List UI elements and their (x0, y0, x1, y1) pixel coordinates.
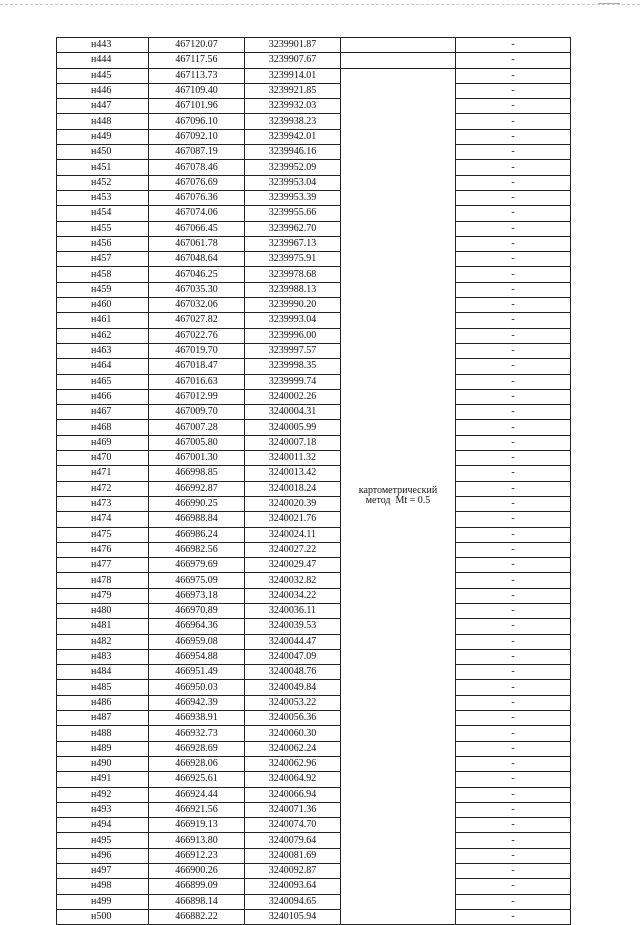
error-cell: - (456, 343, 571, 358)
table-row (57, 772, 571, 787)
x-coordinate-cell: 467019.70 (149, 343, 245, 358)
table-row (57, 282, 571, 297)
point-name-cell: н453 (57, 190, 149, 205)
point-name-cell: н480 (57, 603, 149, 618)
point-name-cell: н445 (57, 68, 149, 83)
point-name-cell: н483 (57, 649, 149, 664)
point-name-cell: н474 (57, 512, 149, 527)
error-cell: - (456, 512, 571, 527)
error-cell: - (456, 68, 571, 83)
table-row (57, 726, 571, 741)
table-row (57, 481, 571, 496)
y-coordinate-cell: 3239997.57 (245, 343, 341, 358)
error-cell: - (456, 741, 571, 756)
table-row (57, 38, 571, 53)
point-name-cell: н490 (57, 756, 149, 771)
table-row (57, 512, 571, 527)
point-name-cell: н444 (57, 53, 149, 68)
error-cell: - (456, 496, 571, 511)
error-cell: - (456, 619, 571, 634)
x-coordinate-cell: 466975.09 (149, 573, 245, 588)
x-coordinate-cell: 467016.63 (149, 374, 245, 389)
error-cell: - (456, 267, 571, 282)
error-cell: - (456, 328, 571, 343)
margin-mark (598, 3, 620, 4)
point-name-cell: н494 (57, 818, 149, 833)
y-coordinate-cell: 3240066.94 (245, 787, 341, 802)
y-coordinate-cell: 3240002.26 (245, 389, 341, 404)
y-coordinate-cell: 3240060.30 (245, 726, 341, 741)
x-coordinate-cell: 467001.30 (149, 451, 245, 466)
error-cell: - (456, 160, 571, 175)
x-coordinate-cell: 466954.88 (149, 649, 245, 664)
x-coordinate-cell: 467035.30 (149, 282, 245, 297)
table-row (57, 711, 571, 726)
point-name-cell: н497 (57, 864, 149, 879)
point-name-cell: н485 (57, 680, 149, 695)
method-line-1: картометрический (358, 485, 438, 497)
x-coordinate-cell: 466998.85 (149, 466, 245, 481)
x-coordinate-cell: 466986.24 (149, 527, 245, 542)
y-coordinate-cell: 3239942.01 (245, 129, 341, 144)
error-cell: - (456, 389, 571, 404)
y-coordinate-cell: 3240024.11 (245, 527, 341, 542)
point-name-cell: н449 (57, 129, 149, 144)
table-row (57, 313, 571, 328)
y-coordinate-cell: 3239996.00 (245, 328, 341, 343)
error-cell: - (456, 252, 571, 267)
error-cell: - (456, 221, 571, 236)
y-coordinate-cell: 3240094.65 (245, 894, 341, 909)
point-name-cell: н457 (57, 252, 149, 267)
point-name-cell: н460 (57, 298, 149, 313)
table-row (57, 558, 571, 573)
point-name-cell: н475 (57, 527, 149, 542)
point-name-cell: н470 (57, 451, 149, 466)
table-row (57, 206, 571, 221)
error-cell: - (456, 558, 571, 573)
point-name-cell: н450 (57, 145, 149, 160)
table-row (57, 420, 571, 435)
y-coordinate-cell: 3240032.82 (245, 573, 341, 588)
error-cell: - (456, 129, 571, 144)
y-coordinate-cell: 3240034.22 (245, 588, 341, 603)
error-cell: - (456, 787, 571, 802)
table-row (57, 542, 571, 557)
y-coordinate-cell: 3240005.99 (245, 420, 341, 435)
y-coordinate-cell: 3240062.96 (245, 756, 341, 771)
x-coordinate-cell: 466924.44 (149, 787, 245, 802)
table-row (57, 343, 571, 358)
x-coordinate-cell: 466970.89 (149, 603, 245, 618)
error-cell: - (456, 573, 571, 588)
x-coordinate-cell: 466959.08 (149, 634, 245, 649)
y-coordinate-cell: 3239914.01 (245, 68, 341, 83)
y-coordinate-cell: 3239952.09 (245, 160, 341, 175)
point-name-cell: н443 (57, 38, 149, 53)
table-row (57, 190, 571, 205)
error-cell: - (456, 374, 571, 389)
table-row (57, 787, 571, 802)
x-coordinate-cell: 467120.07 (149, 38, 245, 53)
x-coordinate-cell: 466992.87 (149, 481, 245, 496)
point-name-cell: н500 (57, 909, 149, 924)
error-cell: - (456, 680, 571, 695)
table-row (57, 741, 571, 756)
error-cell: - (456, 175, 571, 190)
table-row (57, 588, 571, 603)
y-coordinate-cell: 3240021.76 (245, 512, 341, 527)
x-coordinate-cell: 467061.78 (149, 236, 245, 251)
table-row (57, 833, 571, 848)
point-name-cell: н451 (57, 160, 149, 175)
point-name-cell: н479 (57, 588, 149, 603)
table-row (57, 879, 571, 894)
point-name-cell: н491 (57, 772, 149, 787)
error-cell: - (456, 206, 571, 221)
x-coordinate-cell: 467048.64 (149, 252, 245, 267)
method-cell (341, 68, 456, 925)
table-row (57, 466, 571, 481)
y-coordinate-cell: 3239921.85 (245, 83, 341, 98)
y-coordinate-cell: 3240062.24 (245, 741, 341, 756)
y-coordinate-cell: 3240027.22 (245, 542, 341, 557)
error-cell: - (456, 726, 571, 741)
point-name-cell: н465 (57, 374, 149, 389)
point-name-cell: н469 (57, 435, 149, 450)
y-coordinate-cell: 3240105.94 (245, 909, 341, 924)
table-row (57, 99, 571, 114)
error-cell: - (456, 711, 571, 726)
y-coordinate-cell: 3239938.23 (245, 114, 341, 129)
x-coordinate-cell: 467092.10 (149, 129, 245, 144)
table-row (57, 359, 571, 374)
point-name-cell: н482 (57, 634, 149, 649)
error-cell: - (456, 588, 571, 603)
error-cell: - (456, 99, 571, 114)
point-name-cell: н447 (57, 99, 149, 114)
x-coordinate-cell: 466932.73 (149, 726, 245, 741)
table-row (57, 53, 571, 68)
y-coordinate-cell: 3239946.16 (245, 145, 341, 160)
coordinates-table (56, 37, 571, 925)
x-coordinate-cell: 466979.69 (149, 558, 245, 573)
y-coordinate-cell: 3240004.31 (245, 405, 341, 420)
error-cell: - (456, 435, 571, 450)
y-coordinate-cell: 3240049.84 (245, 680, 341, 695)
table-row (57, 298, 571, 313)
x-coordinate-cell: 467027.82 (149, 313, 245, 328)
method-cell-empty (341, 38, 456, 53)
y-coordinate-cell: 3240044.47 (245, 634, 341, 649)
y-coordinate-cell: 3239999.74 (245, 374, 341, 389)
point-name-cell: н467 (57, 405, 149, 420)
y-coordinate-cell: 3239953.04 (245, 175, 341, 190)
y-coordinate-cell: 3240079.64 (245, 833, 341, 848)
table-row (57, 236, 571, 251)
y-coordinate-cell: 3239998.35 (245, 359, 341, 374)
point-name-cell: н487 (57, 711, 149, 726)
y-coordinate-cell: 3240020.39 (245, 496, 341, 511)
y-coordinate-cell: 3240071.36 (245, 802, 341, 817)
point-name-cell: н476 (57, 542, 149, 557)
error-cell: - (456, 359, 571, 374)
error-cell: - (456, 879, 571, 894)
x-coordinate-cell: 466912.23 (149, 848, 245, 863)
error-cell: - (456, 114, 571, 129)
point-name-cell: н478 (57, 573, 149, 588)
point-name-cell: н459 (57, 282, 149, 297)
point-name-cell: н481 (57, 619, 149, 634)
table-row (57, 909, 571, 924)
x-coordinate-cell: 466900.26 (149, 864, 245, 879)
x-coordinate-cell: 466882.22 (149, 909, 245, 924)
table-row (57, 527, 571, 542)
error-cell: - (456, 481, 571, 496)
point-name-cell: н496 (57, 848, 149, 863)
x-coordinate-cell: 467009.70 (149, 405, 245, 420)
x-coordinate-cell: 467076.69 (149, 175, 245, 190)
error-cell: - (456, 634, 571, 649)
x-coordinate-cell: 466925.61 (149, 772, 245, 787)
table-row (57, 573, 571, 588)
point-name-cell: н489 (57, 741, 149, 756)
error-cell: - (456, 313, 571, 328)
error-cell: - (456, 236, 571, 251)
y-coordinate-cell: 3239932.03 (245, 99, 341, 114)
y-coordinate-cell: 3239967.13 (245, 236, 341, 251)
x-coordinate-cell: 467007.28 (149, 420, 245, 435)
point-name-cell: н486 (57, 695, 149, 710)
table-row (57, 619, 571, 634)
x-coordinate-cell: 466988.84 (149, 512, 245, 527)
x-coordinate-cell: 466942.39 (149, 695, 245, 710)
table-row (57, 129, 571, 144)
x-coordinate-cell: 467032.06 (149, 298, 245, 313)
error-cell: - (456, 909, 571, 924)
error-cell: - (456, 298, 571, 313)
table-row (57, 818, 571, 833)
point-name-cell: н492 (57, 787, 149, 802)
table-row (57, 267, 571, 282)
x-coordinate-cell: 467018.47 (149, 359, 245, 374)
y-coordinate-cell: 3239993.04 (245, 313, 341, 328)
point-name-cell: н477 (57, 558, 149, 573)
y-coordinate-cell: 3240036.11 (245, 603, 341, 618)
table-row (57, 221, 571, 236)
table-row (57, 864, 571, 879)
table-row (57, 389, 571, 404)
table-row (57, 634, 571, 649)
point-name-cell: н458 (57, 267, 149, 282)
error-cell: - (456, 772, 571, 787)
x-coordinate-cell: 466964.36 (149, 619, 245, 634)
table-row (57, 756, 571, 771)
table-row (57, 374, 571, 389)
y-coordinate-cell: 3240007.18 (245, 435, 341, 450)
table-row (57, 252, 571, 267)
x-coordinate-cell: 466950.03 (149, 680, 245, 695)
x-coordinate-cell: 467076.36 (149, 190, 245, 205)
x-coordinate-cell: 466919.13 (149, 818, 245, 833)
error-cell: - (456, 848, 571, 863)
table-row (57, 848, 571, 863)
y-coordinate-cell: 3239901.87 (245, 38, 341, 53)
table-row (57, 435, 571, 450)
error-cell: - (456, 38, 571, 53)
x-coordinate-cell: 466913.80 (149, 833, 245, 848)
table-row (57, 83, 571, 98)
point-name-cell: н493 (57, 802, 149, 817)
x-coordinate-cell: 466973.18 (149, 588, 245, 603)
point-name-cell: н452 (57, 175, 149, 190)
point-name-cell: н471 (57, 466, 149, 481)
error-cell: - (456, 649, 571, 664)
point-name-cell: н448 (57, 114, 149, 129)
y-coordinate-cell: 3239988.13 (245, 282, 341, 297)
y-coordinate-cell: 3240056.36 (245, 711, 341, 726)
y-coordinate-cell: 3240074.70 (245, 818, 341, 833)
x-coordinate-cell: 466990.25 (149, 496, 245, 511)
error-cell: - (456, 451, 571, 466)
point-name-cell: н498 (57, 879, 149, 894)
point-name-cell: н473 (57, 496, 149, 511)
y-coordinate-cell: 3239990.20 (245, 298, 341, 313)
error-cell: - (456, 833, 571, 848)
point-name-cell: н466 (57, 389, 149, 404)
table-row (57, 145, 571, 160)
x-coordinate-cell: 467113.73 (149, 68, 245, 83)
y-coordinate-cell: 3240081.69 (245, 848, 341, 863)
point-name-cell: н484 (57, 665, 149, 680)
table-row (57, 175, 571, 190)
x-coordinate-cell: 467046.25 (149, 267, 245, 282)
x-coordinate-cell: 467066.45 (149, 221, 245, 236)
x-coordinate-cell: 467087.19 (149, 145, 245, 160)
x-coordinate-cell: 466951.49 (149, 665, 245, 680)
point-name-cell: н462 (57, 328, 149, 343)
y-coordinate-cell: 3239962.70 (245, 221, 341, 236)
table-row (57, 894, 571, 909)
coordinates-table-body (57, 38, 571, 925)
x-coordinate-cell: 467074.06 (149, 206, 245, 221)
x-coordinate-cell: 466928.06 (149, 756, 245, 771)
error-cell: - (456, 466, 571, 481)
x-coordinate-cell: 466898.14 (149, 894, 245, 909)
x-coordinate-cell: 467109.40 (149, 83, 245, 98)
error-cell: - (456, 665, 571, 680)
point-name-cell: н446 (57, 83, 149, 98)
point-name-cell: н456 (57, 236, 149, 251)
error-cell: - (456, 818, 571, 833)
error-cell: - (456, 282, 571, 297)
table-row (57, 802, 571, 817)
x-coordinate-cell: 467078.46 (149, 160, 245, 175)
table-row (57, 649, 571, 664)
point-name-cell: н472 (57, 481, 149, 496)
table-row (57, 665, 571, 680)
y-coordinate-cell: 3240053.22 (245, 695, 341, 710)
x-coordinate-cell: 467101.96 (149, 99, 245, 114)
table-row (57, 603, 571, 618)
x-coordinate-cell: 467096.10 (149, 114, 245, 129)
error-cell: - (456, 53, 571, 68)
table-row (57, 695, 571, 710)
x-coordinate-cell: 467005.80 (149, 435, 245, 450)
error-cell: - (456, 527, 571, 542)
error-cell: - (456, 83, 571, 98)
y-coordinate-cell: 3239978.68 (245, 267, 341, 282)
point-name-cell: н499 (57, 894, 149, 909)
x-coordinate-cell: 466938.91 (149, 711, 245, 726)
error-cell: - (456, 190, 571, 205)
table-row (57, 451, 571, 466)
table-row (57, 328, 571, 343)
y-coordinate-cell: 3240018.24 (245, 481, 341, 496)
y-coordinate-cell: 3240013.42 (245, 466, 341, 481)
point-name-cell: н461 (57, 313, 149, 328)
point-name-cell: н495 (57, 833, 149, 848)
table-row (57, 160, 571, 175)
table-row (57, 496, 571, 511)
point-name-cell: н454 (57, 206, 149, 221)
error-cell: - (456, 864, 571, 879)
x-coordinate-cell: 466899.09 (149, 879, 245, 894)
table-row (57, 114, 571, 129)
y-coordinate-cell: 3239907.67 (245, 53, 341, 68)
y-coordinate-cell: 3240092.87 (245, 864, 341, 879)
y-coordinate-cell: 3240093.64 (245, 879, 341, 894)
error-cell: - (456, 405, 571, 420)
y-coordinate-cell: 3240048.76 (245, 665, 341, 680)
table-row (57, 680, 571, 695)
table-row (57, 68, 571, 83)
x-coordinate-cell: 466921.56 (149, 802, 245, 817)
x-coordinate-cell: 466982.56 (149, 542, 245, 557)
y-coordinate-cell: 3240047.09 (245, 649, 341, 664)
y-coordinate-cell: 3240011.32 (245, 451, 341, 466)
point-name-cell: н463 (57, 343, 149, 358)
page-top-edge (0, 4, 640, 5)
y-coordinate-cell: 3239975.91 (245, 252, 341, 267)
error-cell: - (456, 420, 571, 435)
method-line-2: метод Mt = 0.5 (365, 495, 431, 507)
x-coordinate-cell: 466928.69 (149, 741, 245, 756)
error-cell: - (456, 802, 571, 817)
point-name-cell: н488 (57, 726, 149, 741)
y-coordinate-cell: 3240039.53 (245, 619, 341, 634)
y-coordinate-cell: 3240029.47 (245, 558, 341, 573)
x-coordinate-cell: 467012.99 (149, 389, 245, 404)
table-row (57, 405, 571, 420)
point-name-cell: н455 (57, 221, 149, 236)
x-coordinate-cell: 467022.76 (149, 328, 245, 343)
error-cell: - (456, 756, 571, 771)
y-coordinate-cell: 3239955.66 (245, 206, 341, 221)
error-cell: - (456, 145, 571, 160)
error-cell: - (456, 695, 571, 710)
x-coordinate-cell: 467117.56 (149, 53, 245, 68)
error-cell: - (456, 542, 571, 557)
error-cell: - (456, 603, 571, 618)
error-cell: - (456, 894, 571, 909)
y-coordinate-cell: 3239953.39 (245, 190, 341, 205)
point-name-cell: н468 (57, 420, 149, 435)
method-cell-empty (341, 53, 456, 68)
y-coordinate-cell: 3240064.92 (245, 772, 341, 787)
point-name-cell: н464 (57, 359, 149, 374)
